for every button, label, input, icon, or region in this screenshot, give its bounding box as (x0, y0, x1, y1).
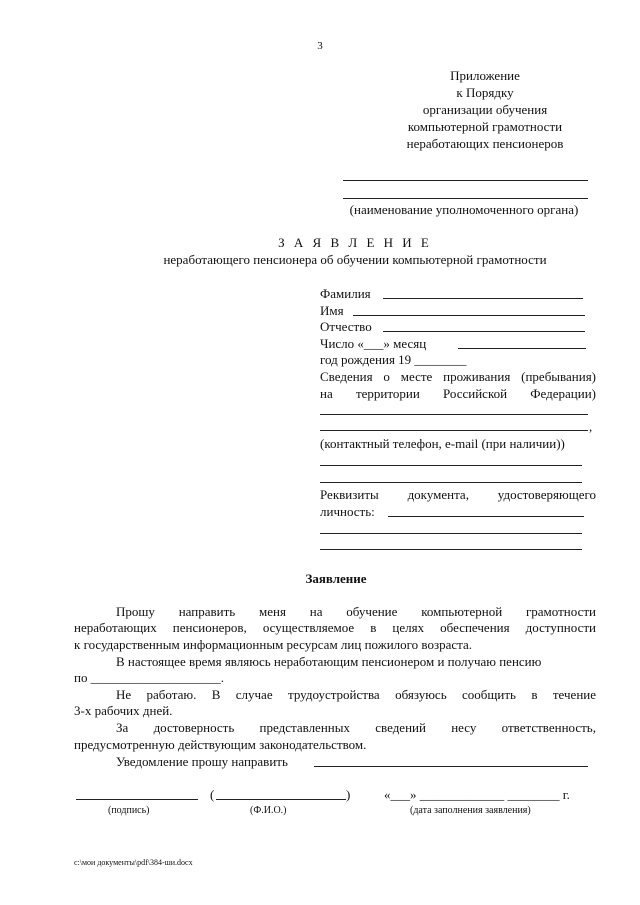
page-number: 3 (317, 40, 323, 52)
authority-blank-line (343, 180, 588, 181)
patronymic-label: Отчество (320, 319, 372, 334)
paragraph-line: В настоящее время являюсь неработающим пенсионером и получаю пенсию (116, 654, 542, 669)
id-document-blank[interactable] (388, 516, 584, 517)
fio-paren-close: ) (346, 787, 351, 802)
appendix-line: Приложение (450, 68, 520, 83)
surname-label: Фамилия (320, 286, 371, 301)
id-document-blank[interactable] (320, 533, 582, 534)
name-blank[interactable] (353, 315, 585, 316)
signature-blank[interactable] (76, 799, 198, 800)
residence-label: Сведения о месте проживания (пребывания) (320, 369, 596, 384)
authority-label: (наименование уполномоченного органа) (349, 202, 579, 217)
fio-caption: (Ф.И.О.) (250, 805, 287, 816)
paragraph-line: 3-х рабочих дней. (74, 703, 173, 718)
section-title: Заявление (305, 571, 367, 586)
paragraph-line: Не работаю. В случае трудоустройства обязуюсь сообщить в течение (116, 687, 596, 702)
fio-blank[interactable] (216, 799, 346, 800)
authority-blank-line (343, 198, 588, 199)
appendix-heading (360, 67, 610, 152)
appendix-line: компьютерной грамотности (407, 119, 563, 134)
document-title: З А Я В Л Е Н И Е (278, 235, 432, 250)
paragraph-line: к государственным информационным ресурсам лиц пожилого возраста. (74, 637, 472, 652)
birth-year-label: год рождения 19 ________ (320, 352, 467, 367)
paragraph-line: неработающих пенсионеров, осуществляемое в целях обеспечения доступности (74, 620, 596, 635)
id-document-label: личность: (320, 504, 375, 519)
residence-comma: , (589, 419, 593, 434)
paragraph-line: по ____________________. (74, 670, 224, 685)
fio-paren-open: ( (210, 787, 215, 802)
appendix-line: к Порядку (456, 85, 514, 100)
id-document-blank[interactable] (320, 549, 582, 550)
name-label: Имя (320, 303, 344, 318)
patronymic-blank[interactable] (383, 331, 585, 332)
appendix-line: организации обучения (422, 102, 548, 117)
document-subtitle: неработающего пенсионера об обучении компьютерной грамотности (163, 252, 547, 267)
surname-blank[interactable] (383, 298, 583, 299)
residence-blank[interactable] (320, 430, 588, 431)
signature-caption: (подпись) (108, 805, 150, 816)
notification-label: Уведомление прошу направить (116, 754, 288, 769)
date-caption: (дата заполнения заявления) (410, 805, 531, 816)
appendix-line: неработающих пенсионеров (406, 136, 564, 151)
notification-blank[interactable] (314, 766, 588, 767)
contact-blank[interactable] (320, 482, 582, 483)
id-document-label: Реквизиты документа, удостоверяющего (320, 487, 596, 502)
contact-label: (контактный телефон, e-mail (при наличии)) (320, 436, 565, 451)
paragraph-line: За достоверность представленных сведений несу ответственность, (116, 720, 596, 735)
residence-blank[interactable] (320, 414, 588, 415)
footer-file-path: c:\мои документы\pdf\384-ши.docx (74, 858, 193, 867)
residence-label: на территории Российской Федерации) (320, 386, 596, 401)
paragraph-line: Прошу направить меня на обучение компьютерной грамотности (116, 604, 596, 619)
date-line: «___» _____________ ________ г. (384, 787, 570, 802)
birth-day-label: Число «___» месяц (320, 336, 427, 351)
paragraph-line: предусмотренную действующим законодательством. (74, 737, 367, 752)
birth-month-blank[interactable] (458, 348, 586, 349)
contact-blank[interactable] (320, 465, 582, 466)
